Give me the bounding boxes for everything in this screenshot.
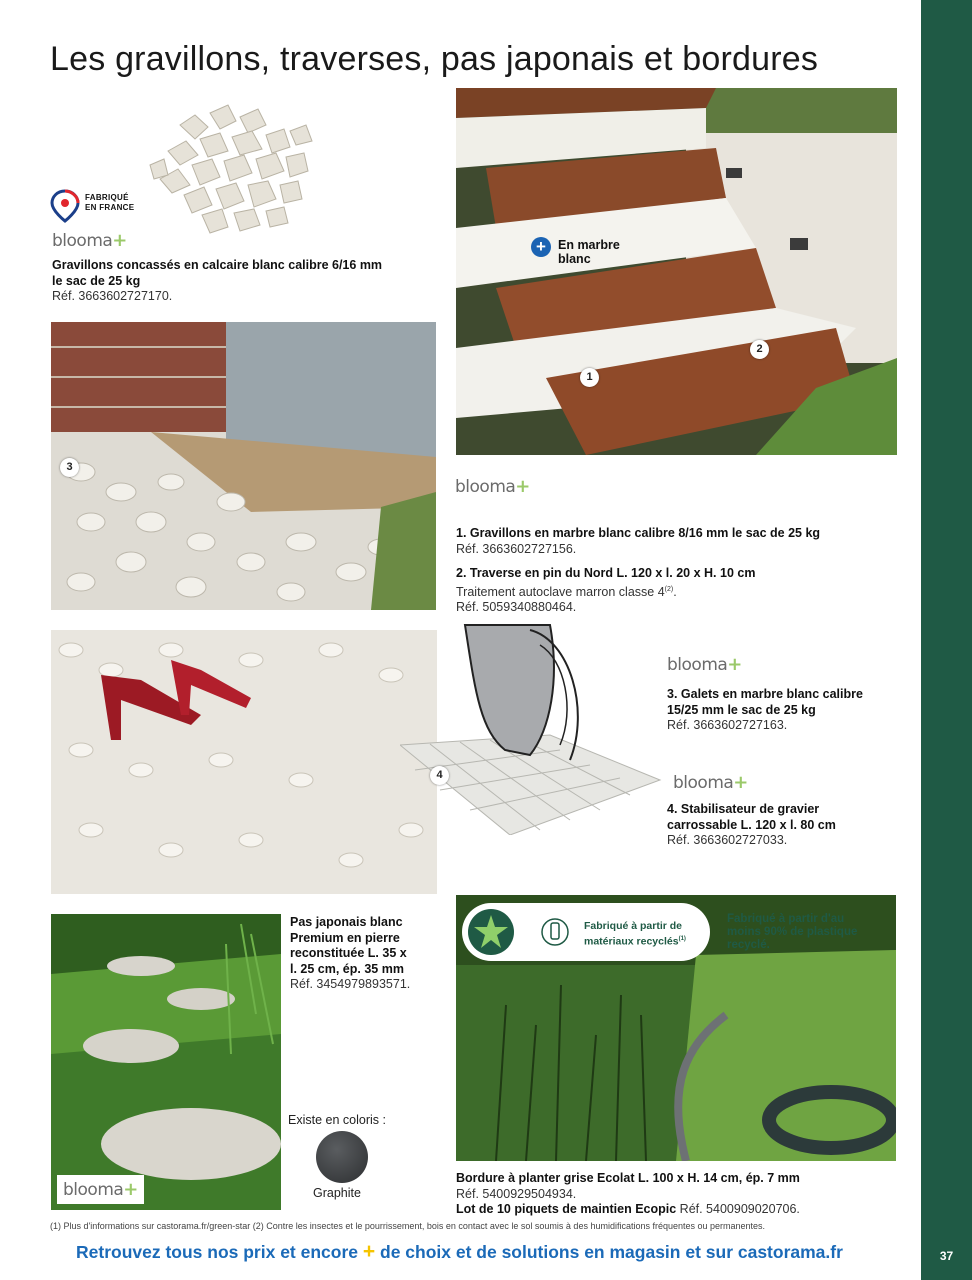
blooma-logo: blooma+ <box>52 230 127 251</box>
product-ref: Réf. 3663602727163. <box>667 718 788 732</box>
stairs-photo <box>456 88 897 455</box>
brand-plus-icon: + <box>112 230 127 251</box>
kit-ref: Réf. 5400909020706. <box>676 1202 800 1216</box>
colors-label: Existe en coloris : <box>288 1113 386 1127</box>
limestone-gravel-product <box>52 258 432 305</box>
recycled-extra: Fabriqué à partir d'au moins 90% de plastique recyclé. <box>727 913 858 951</box>
color-swatch-graphite[interactable] <box>316 1131 368 1183</box>
color-swatch-label: Graphite <box>313 1186 361 1200</box>
product-ref: Réf. 5059340880464. <box>456 600 577 615</box>
footer-tagline: Retrouvez tous nos prix et encore + de choix et de solutions en magasin et sur castorama.fr <box>76 1240 843 1263</box>
sleeper-product <box>456 566 896 616</box>
footnote: (1) Plus d'informations sur castorama.fr/green-star (2) Contre les insectes et le pourrissement, bois en contact avec le sol soumis à des humidifications fréquentes ou permanentes. <box>50 1221 766 1231</box>
recycled-text: Fabriqué à partir de matériaux recyclés$^{(1)}$ <box>584 920 686 948</box>
pebbles-product <box>667 687 897 734</box>
product-name-line2: carrossable L. 120 x l. 80 cm <box>667 817 836 832</box>
product-name-line1: Gravillons concassés en calcaire blanc calibre 6/16 mm <box>52 258 383 272</box>
product-name-line1: 3. Galets en marbre blanc calibre <box>667 687 863 701</box>
product-name-line2: 15/25 mm le sac de 25 kg <box>667 702 816 717</box>
green-star-icon <box>468 909 514 955</box>
marble-gravel-product <box>456 526 896 557</box>
side-band <box>921 0 972 1280</box>
product-ref: Réf. 3454979893571. <box>290 977 411 991</box>
product-detail: Traitement autoclave marron classe 4$^{(2)}$. <box>456 584 677 599</box>
limestone-gravel-image <box>140 95 325 245</box>
blooma-logo: blooma+ <box>673 772 748 793</box>
blooma-logo: blooma+ <box>63 1179 138 1200</box>
product-name-line2: le sac de 25 kg <box>52 273 141 288</box>
kit-name: Lot de 10 piquets de maintien Ecopic <box>456 1202 677 1216</box>
callout-3: 3 <box>60 458 79 477</box>
plus-icon: + <box>362 1240 376 1263</box>
marble-callout: En marbre blanc <box>558 238 620 266</box>
product-name-line1: Pas japonais blanc <box>290 915 403 929</box>
brand-plus-icon: + <box>733 772 748 793</box>
recycle-bottle-icon <box>540 917 570 947</box>
blooma-logo: blooma+ <box>667 654 742 675</box>
plus-circle-icon: + <box>531 237 551 257</box>
stepping-stones-photo <box>51 914 281 1210</box>
brand-plus-icon: + <box>515 476 530 497</box>
product-name: 2. Traverse en pin du Nord L. 120 x l. 20 x H. 10 cm <box>456 566 756 580</box>
border-product <box>456 1171 916 1218</box>
product-ref: Réf. 3663602727033. <box>667 833 788 847</box>
product-name-line4: l. 25 cm, ép. 35 mm <box>290 961 404 976</box>
product-name-line1: 4. Stabilisateur de gravier <box>667 802 820 816</box>
blooma-logo: blooma+ <box>455 476 530 497</box>
stabilizer-product <box>667 802 897 849</box>
blooma-logo-box <box>57 1175 144 1204</box>
stepping-stone-product <box>290 915 440 993</box>
heels-pebbles-photo <box>51 630 437 894</box>
stabilizer-image <box>400 620 670 835</box>
made-in-france-badge <box>50 189 140 223</box>
brand-plus-icon: + <box>727 654 742 675</box>
product-ref: Réf. 5400929504934. <box>456 1186 577 1201</box>
pebbles-wall-photo <box>51 322 436 610</box>
product-ref: Réf. 3663602727170. <box>52 289 173 303</box>
product-name: Bordure à planter grise Ecolat L. 100 x H. 14 cm, ép. 7 mm <box>456 1171 800 1185</box>
page-title: Les gravillons, traverses, pas japonais et bordures <box>50 40 819 78</box>
product-ref: Réf. 3663602727156. <box>456 541 577 556</box>
location-pin-icon <box>50 189 80 223</box>
callout-4: 4 <box>430 766 449 785</box>
product-name-line2: Premium en pierre <box>290 930 400 945</box>
made-in-france-line1: FABRIQUÉ <box>85 193 129 202</box>
brand-plus-icon: + <box>123 1179 138 1200</box>
product-name: 1. Gravillons en marbre blanc calibre 8/16 mm le sac de 25 kg <box>456 526 821 540</box>
callout-1: 1 <box>580 368 599 387</box>
product-name-line3: reconstituée L. 35 x <box>290 946 407 960</box>
page-number: 37 <box>939 1249 954 1263</box>
callout-2: 2 <box>750 340 769 359</box>
made-in-france-line2: EN FRANCE <box>85 203 135 212</box>
